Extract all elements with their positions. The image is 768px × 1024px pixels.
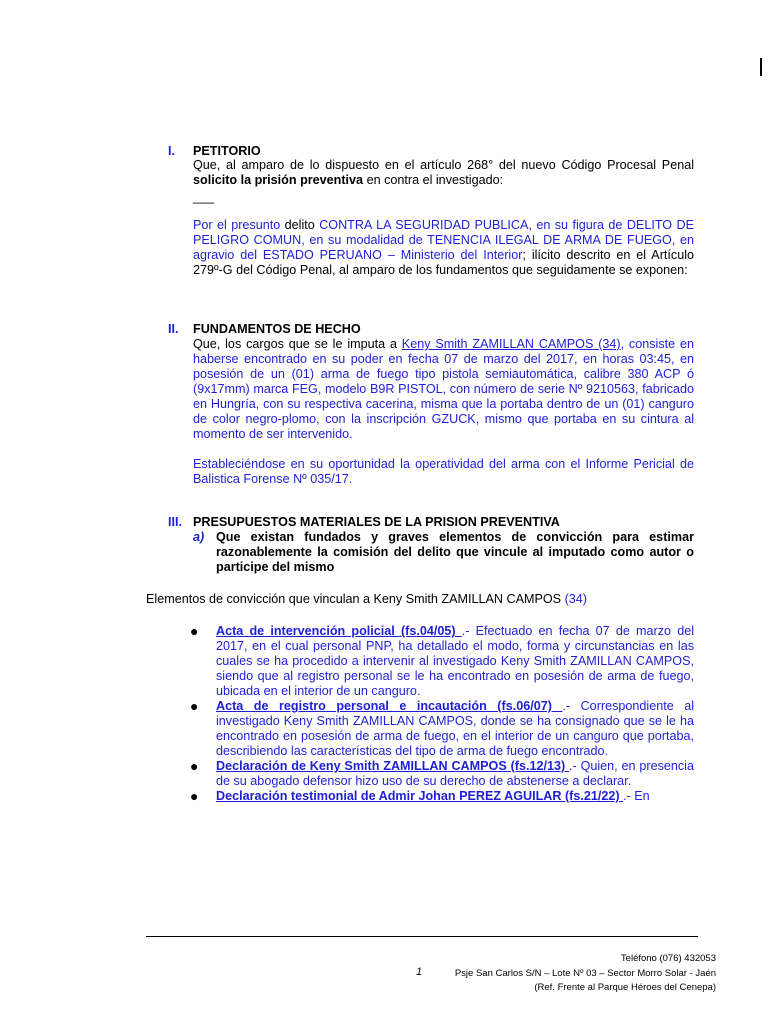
evidence-text-4: .- En — [623, 789, 650, 803]
petitorio-para-a: Por el presunto — [193, 218, 285, 232]
evidence-text-2: .- Correspondiente al investigado Keny Smith ZAMILLAN CAMPOS, donde se ha consignado que se le ha encontrado en posesión de arma de fuego, en el interior de un canguro que portaba, describiendo las características del tipo de arma de fuego encontrado. — [216, 699, 694, 758]
page-number: 1 — [416, 966, 423, 978]
text-cursor — [760, 58, 762, 76]
list-item — [190, 698, 694, 759]
petitorio-intro — [193, 158, 694, 188]
subsection-letter-a: a) — [193, 530, 205, 544]
evidence-link-1[interactable]: Acta de intervención policial (fs.04/05) — [216, 624, 462, 638]
petitorio-para-b: delito — [284, 218, 315, 232]
evidence-link-3[interactable]: Declaración de Keny Smith ZAMILLAN CAMPOS (fs.12/13) — [216, 759, 570, 773]
evidence-list — [190, 623, 695, 804]
section-title-petitorio: PETITORIO — [193, 144, 261, 158]
bullet-icon: ● — [190, 758, 199, 774]
list-item — [190, 623, 695, 699]
petitorio-paragraph — [193, 218, 694, 278]
elements-intro — [146, 592, 587, 606]
list-item — [190, 788, 694, 804]
petitorio-intro-text: Que, al amparo de lo dispuesto en el artículo 268° del nuevo Código Procesal Penal — [193, 158, 694, 172]
petitorio-intro-end: en contra el investigado: — [363, 173, 504, 187]
section-number-3: III. — [168, 515, 182, 529]
list-item — [190, 758, 694, 789]
evidence-link-4[interactable]: Declaración testimonial de Admir Johan PEREZ AGUILAR (fs.21/22) — [216, 789, 624, 803]
petitorio-dash: ___ — [193, 190, 215, 204]
footer-address: Psje San Carlos S/N – Lote Nº 03 – Sector Morro Solar - Jaén — [454, 968, 716, 979]
fundamentos-p1-intro: Que, los cargos que se le imputa a — [193, 337, 402, 351]
section-number-1: I. — [168, 144, 175, 158]
petitorio-intro-bold: solicito la prisión preventiva — [193, 173, 364, 187]
footer-phone: Teléfono (076) 432053 — [620, 953, 716, 964]
bullet-icon: ● — [190, 698, 199, 714]
evidence-text-1: .- Efectuado en fecha 07 de marzo del 2017, en el cual personal PNP, ha detallado el modo, forma y circunstancias en las cuales se ha procedido a intervenir al investigado Keny Smith ZAMILLAN CAMPOS, siendo que al registro personal se le ha encontrado en posesión de arma de fuego, ubicada en el interior de un canguro. — [216, 624, 695, 698]
fundamentos-p1-body: , consiste en haberse encontrado en su poder en fecha 07 de marzo del 2017, en horas 03:45, en posesión de un (01) arma de fuego tipo pistola semiautomática, calibre 380 ACP ó (9x17mm) marca FEG, modelo B9R PISTOL, con número de serie Nº 9210563, fabricado en Hungría, con su respectiva cacerina, misma que la portaba dentro de un (01) canguro de color negro-plomo, con la inscripción GZUCK, mismo que portaba en su cintura al momento de ser intervenido. — [193, 337, 694, 441]
elements-intro-text: Elementos de convicción que vinculan a Keny Smith ZAMILLAN CAMPOS — [146, 592, 565, 606]
petitorio-para-c: CONTRA LA SEGURIDAD PUBLICA, en su figura de DELITO DE PELIGRO COMUN, en su modalidad de TENENCIA ILEGAL DE ARMA DE FUEGO, en agravio del ESTADO PERUANO – Ministerio del Interior — [193, 218, 694, 262]
section-title-presupuestos: PRESUPUESTOS MATERIALES DE LA PRISION PREVENTIVA — [193, 515, 560, 529]
imputado-link[interactable]: Keny Smith ZAMILLAN CAMPOS (34) — [401, 337, 621, 351]
elements-intro-number: (34) — [564, 592, 587, 606]
petitorio-para-d: ; ilícito descrito en el Artículo 279º-G del Código Penal, al amparo de los fundamentos que seguidamente se exponen: — [193, 248, 695, 277]
section-title-fundamentos: FUNDAMENTOS DE HECHO — [193, 322, 361, 336]
bullet-icon: ● — [190, 788, 199, 804]
evidence-text-3: .- Quien, en presencia de su abogado defensor hizo uso de su derecho de abstenerse a declarar. — [216, 759, 694, 788]
bullet-icon: ● — [190, 623, 199, 639]
fundamentos-paragraph-2: Estableciéndose en su oportunidad la operatividad del arma con el Informe Pericial de Balistica Forense Nº 035/17. — [193, 457, 694, 486]
footer-divider — [146, 936, 698, 937]
section-number-2: II. — [168, 322, 179, 336]
footer-reference: (Ref. Frente al Parque Héroes del Cenepa) — [534, 982, 716, 993]
evidence-link-2[interactable]: Acta de registro personal e incautación (fs.06/07) — [216, 699, 563, 713]
subsection-a-text: Que existan fundados y graves elementos de convicción para estimar razonablemente la comisión del delito que vincule al imputado como autor o participe del mismo — [216, 530, 694, 574]
fundamentos-paragraph-1 — [193, 337, 694, 442]
